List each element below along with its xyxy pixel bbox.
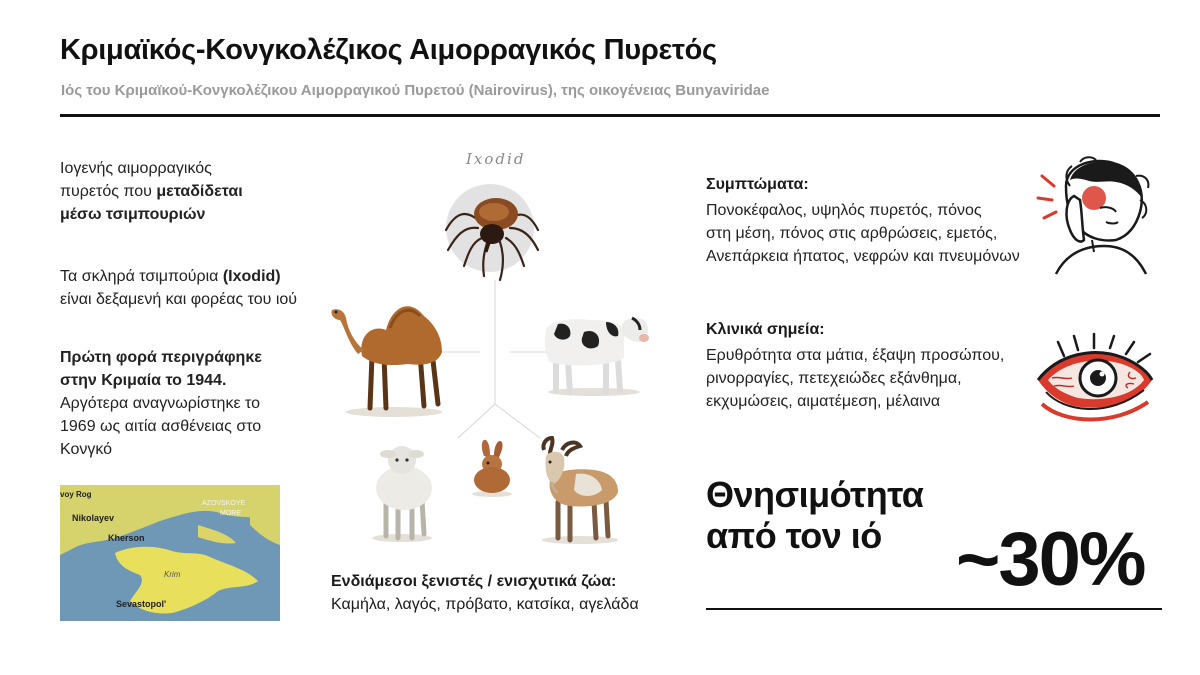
mortality-value: ~30% bbox=[956, 517, 1145, 602]
emphasis-text: (Ixodid) bbox=[222, 268, 281, 285]
text-line: 1969 ως αιτία ασθένειας στο bbox=[60, 418, 262, 435]
clinical-text bbox=[706, 344, 1026, 413]
map-label: Sevastopol' bbox=[116, 599, 167, 609]
text-line bbox=[60, 203, 300, 226]
headache-icon bbox=[1036, 156, 1154, 276]
emphasis-text: μεταδίδεται bbox=[156, 183, 243, 200]
tick-icon bbox=[438, 180, 548, 290]
emphasis-text: μέσω τσιμπουριών bbox=[60, 206, 206, 223]
vector-label: Ixodid bbox=[466, 150, 526, 168]
text-line bbox=[60, 265, 340, 288]
connector-lines bbox=[440, 280, 550, 440]
header-divider bbox=[60, 114, 1160, 117]
text-line: είναι δεξαμενή και φορέας του ιού bbox=[60, 291, 298, 308]
emphasis-text: στην Κριμαία το 1944. bbox=[60, 372, 227, 389]
reservoir-paragraph bbox=[60, 265, 340, 311]
text-line: Κονγκό bbox=[60, 441, 113, 458]
mortality-label bbox=[706, 474, 946, 556]
camel-icon bbox=[328, 290, 450, 418]
emphasis-text: Πρώτη φορά περιγράφηκε bbox=[60, 349, 262, 366]
symptoms-text bbox=[706, 199, 1036, 268]
sheep-icon bbox=[368, 440, 438, 544]
map-label: voy Rog bbox=[60, 490, 92, 499]
text-line: Ανεπάρκεια ήπατος, νεφρών και πνευμόνων bbox=[706, 248, 1020, 265]
text-span: πυρετός που bbox=[60, 183, 157, 200]
map-label: Nikolayev bbox=[72, 513, 115, 523]
hosts-list: Καμήλα, λαγός, πρόβατο, κατσίκα, αγελάδα bbox=[331, 596, 639, 613]
page-title: Κριμαϊκός-Κονγκολέζικος Αιμορραγικός Πυρετός bbox=[60, 34, 717, 66]
map-label: AZOVSKOYE bbox=[202, 500, 246, 507]
text-line: Αργότερα αναγνωρίστηκε το bbox=[60, 395, 261, 412]
text-line bbox=[60, 369, 320, 392]
text-span: Τα σκληρά τσιμπούρια bbox=[60, 268, 223, 285]
history-paragraph bbox=[60, 346, 320, 461]
crimea-map bbox=[60, 485, 280, 621]
hosts-heading: Ενδιάμεσοι ξενιστές / ενισχυτικά ζώα: bbox=[331, 573, 617, 590]
text-line bbox=[60, 346, 320, 369]
text-line: ρινορραγίες, πετεχειώδες εξάνθημα, bbox=[706, 370, 962, 387]
text-line: Πονοκέφαλος, υψηλός πυρετός, πόνος bbox=[706, 202, 982, 219]
text-line: από τον ιό bbox=[706, 515, 882, 556]
text-line: στη μέση, πόνος στις αρθρώσεις, εμετός, bbox=[706, 225, 998, 242]
text-line bbox=[60, 180, 300, 203]
cow-icon bbox=[540, 306, 652, 398]
map-label: MORE bbox=[220, 510, 241, 517]
footer-divider bbox=[706, 608, 1162, 610]
text-line: Ερυθρότητα στα μάτια, έξαψη προσώπου, bbox=[706, 347, 1005, 364]
map-label: Kherson bbox=[108, 533, 145, 543]
transmission-paragraph bbox=[60, 157, 300, 226]
map-label: Krim bbox=[164, 570, 181, 579]
page-subtitle: Ιός του Κριμαϊκού-Κονγκολέζικου Αιμορραγικού Πυρετού (Nairovirus), της οικογένειας Bunyaviridae bbox=[61, 82, 770, 99]
text-line: Ιογενής αιμορραγικός bbox=[60, 160, 212, 177]
goat-icon bbox=[536, 436, 622, 546]
symptoms-heading: Συμπτώματα: bbox=[706, 176, 809, 193]
text-line: Θνησιμότητα bbox=[706, 474, 924, 515]
clinical-heading: Κλινικά σημεία: bbox=[706, 321, 825, 338]
hare-icon bbox=[468, 438, 514, 498]
text-line: εκχυμώσεις, αιματέμεση, μέλαινα bbox=[706, 393, 941, 410]
red-eye-icon bbox=[1034, 332, 1156, 426]
